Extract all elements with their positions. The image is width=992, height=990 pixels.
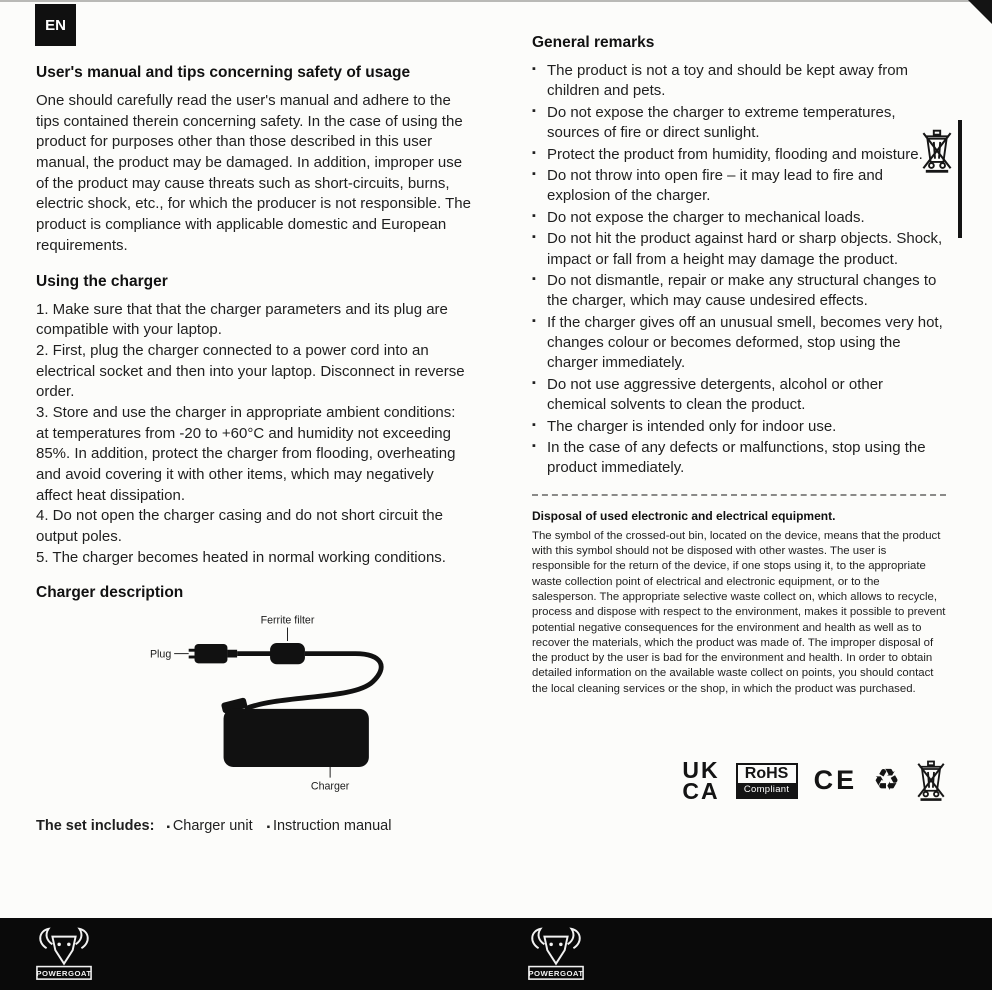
using-step-3: 3. Store and use the charger in appropriate ambient conditions: at temperatures from -20 to +60°C and humidity not exceeding 85%. In addition, protect the charger from flooding, overheating and avoid covering it with other items, which may negatively affect heat dissipation. <box>36 403 456 504</box>
right-column <box>532 34 946 803</box>
charger-description-section <box>36 584 472 802</box>
recycle-icon: ♻ <box>873 763 900 797</box>
using-step-1: 1. Make sure that that the charger parameters and its plug are compatible with your laptop. <box>36 300 448 339</box>
disposal-body: The symbol of the crossed-out bin, located on the device, means that the product with this symbol should not be disposed with other wastes. The user is responsible for the return of the device, if one stops using it, to the appropriate waste collection point of electrical and electronic equipment, or to the salesperson. The appropriate selective waste collect on, which allows to recycle, process and dispose with respect to the environment, makes it possible to prevent potential negative consequences for the environment and health as well as to recover the materials, which the product was made of. The improper disposal of the product by the user is bad for the environment and health. In order to obtain detailed information on the available waste collect on points, you should contact the local cleaning services or the shop, in which the product was purchased. <box>532 529 946 695</box>
disposal-heading: Disposal of used electronic and electrical equipment. <box>532 508 836 523</box>
scan-edge-mark <box>958 120 962 238</box>
footer-bar <box>0 918 992 990</box>
ferrite-filter-icon <box>270 643 305 664</box>
rohs-mark <box>736 763 798 799</box>
ukca-mark <box>682 757 720 804</box>
ferrite-filter-label: Ferrite filter <box>260 615 315 628</box>
remark-item: ▪ The product is not a toy and should be kept away from children and pets. <box>532 61 946 102</box>
set-includes-item: ▪ Charger unit <box>166 818 252 834</box>
charger-diagram <box>76 611 472 802</box>
powergoat-logo <box>33 925 95 983</box>
remark-item: ▪ Do not expose the charger to mechanical loads. <box>532 208 946 228</box>
compliance-logos <box>532 759 946 803</box>
weee-bin-icon <box>916 759 946 803</box>
scan-top-edge <box>0 0 992 2</box>
safety-body: One should carefully read the user's manual and adhere to the tips contained therein concerning safety. In the case of using the product for purposes other than those described in this user manual, the product may be damaged. In addition, improper use of the product may cause threats such as short-circuits, burns, electric shock, etc., for which the producer is not responsible. The product is compliance with applicable domestic and European requirements. <box>36 92 471 254</box>
using-steps <box>36 300 472 569</box>
general-remarks-heading: General remarks <box>532 34 655 51</box>
remark-item: ▪ Do not use aggressive detergents, alcohol or other chemical solvents to clean the product. <box>532 375 946 416</box>
language-badge-label: EN <box>45 16 66 34</box>
using-step-2: 2. First, plug the charger connected to a power cord into an electrical socket and then into your laptop. Disconnect in reverse order. <box>36 341 465 401</box>
using-section <box>36 273 472 569</box>
plug-icon <box>189 644 237 663</box>
rohs-title: RoHS <box>744 764 789 782</box>
ce-mark: CE <box>813 765 858 796</box>
charger-label: Charger <box>310 780 350 793</box>
general-remarks-list <box>532 61 946 479</box>
remark-item: ▪ In the case of any defects or malfunctions, stop using the product immediately. <box>532 438 946 479</box>
ukca-line-2: CA <box>682 777 720 804</box>
set-includes-item: ▪ Instruction manual <box>267 818 392 834</box>
ukca-line-1: UK <box>682 757 720 784</box>
set-includes <box>36 818 472 834</box>
remark-item: ▪ Do not dismantle, repair or make any structural changes to the charger, which may cause undesired effects. <box>532 271 946 312</box>
remark-item: ▪ Do not hit the product against hard or sharp objects. Shock, impact or fall from a height may damage the product. <box>532 229 946 270</box>
charger-diagram-svg <box>76 611 406 797</box>
remark-item: ▪ Do not throw into open fire – it may lead to fire and explosion of the charger. <box>532 166 946 207</box>
section-divider <box>532 494 946 496</box>
charger-body-icon <box>224 709 369 767</box>
set-includes-label: The set includes: <box>36 818 155 835</box>
using-step-4: 4. Do not open the charger casing and do not short circuit the output poles. <box>36 507 443 546</box>
using-heading: Using the charger <box>36 272 168 290</box>
plug-label: Plug <box>149 648 172 661</box>
scan-corner-mark <box>968 0 992 24</box>
using-step-5: 5. The charger becomes heated in normal working conditions. <box>36 548 446 566</box>
powergoat-logo-text: POWERGOAT <box>36 968 92 978</box>
charger-description-heading: Charger description <box>36 584 184 602</box>
remark-item: ▪ Protect the product from humidity, flooding and moisture. <box>532 145 946 165</box>
remark-item: ▪ Do not expose the charger to extreme temperatures, sources of fire or direct sunlight. <box>532 103 946 144</box>
safety-heading: User's manual and tips concerning safety of usage <box>36 64 411 81</box>
remark-item: ▪ If the charger gives off an unusual smell, becomes very hot, changes colour or becomes deformed, stop using the charger immediately. <box>532 313 946 374</box>
safety-section <box>36 64 472 257</box>
language-badge <box>35 4 76 46</box>
powergoat-logo-text: POWERGOAT <box>528 968 584 978</box>
rohs-subtitle: Compliant <box>738 783 796 797</box>
weee-bin-icon <box>921 128 953 175</box>
remark-item: ▪ The charger is intended only for indoor use. <box>532 417 946 437</box>
powergoat-logo <box>525 925 587 983</box>
left-column <box>36 64 472 849</box>
